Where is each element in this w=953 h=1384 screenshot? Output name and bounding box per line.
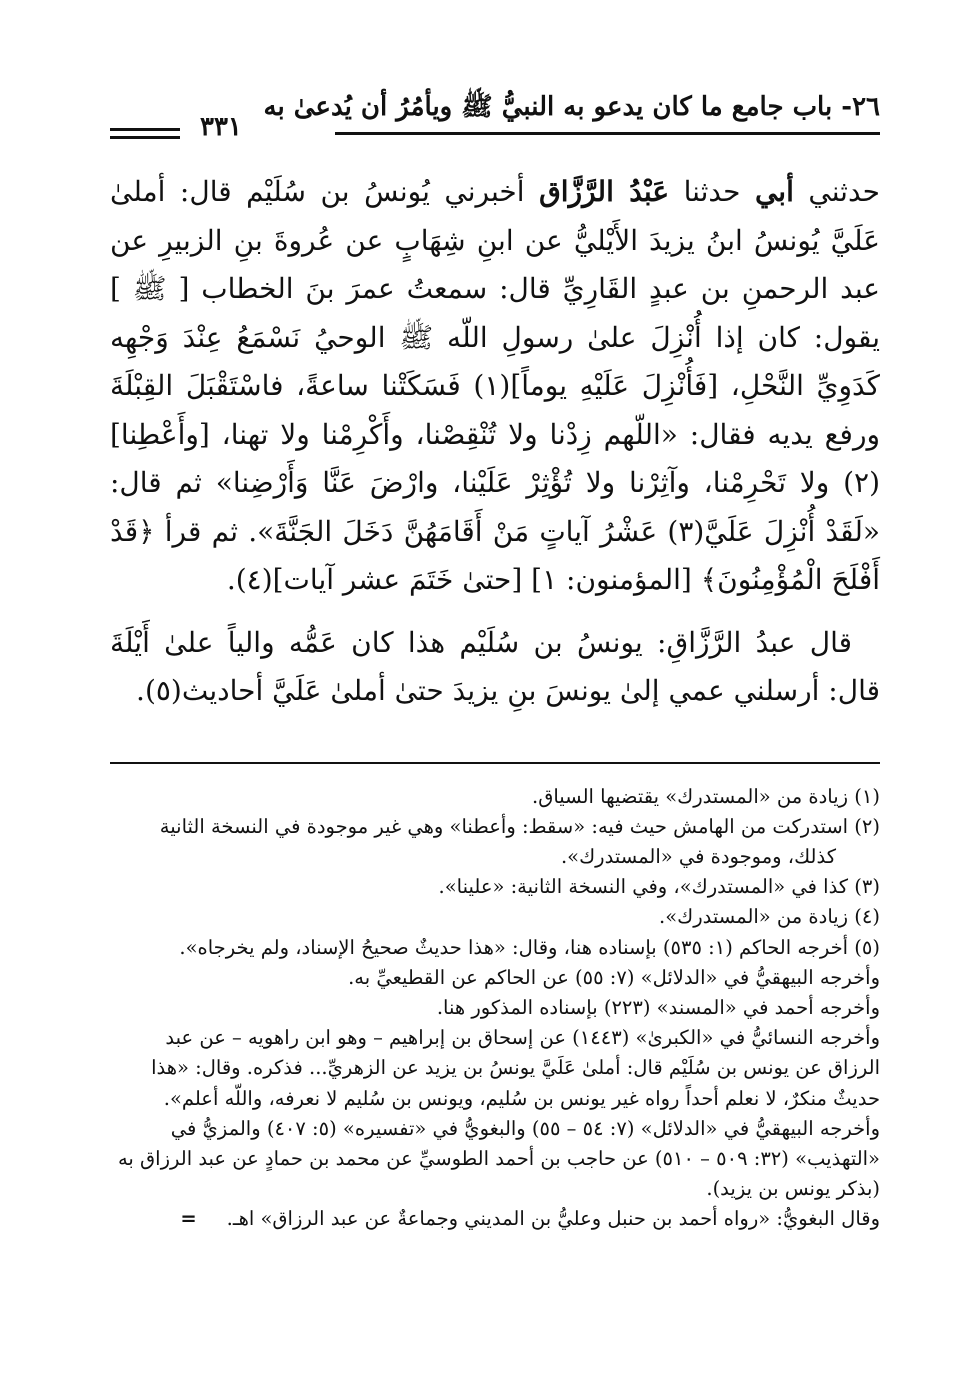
page-number: ٣٣١ [200, 112, 242, 142]
book-page [110, 90, 880, 1235]
footnote-5-ahmad: وأخرجه أحمد في «المسند» (٢٢٣) بإسناده المذكور هنا. [436, 995, 880, 1019]
running-head: ٢٦- باب جامع ما كان يدعو به النبيُّ ﷺ ويأمُرُ أن يُدعىٰ به [263, 92, 880, 122]
footnote-5: (٥) أخرجه الحاكم (١: ٥٣٥) بإسناده هنا، وقال: «هذا حديثٌ صحيحُ الإسناد، ولم يخرجاه». [179, 935, 880, 959]
footnote-separator [110, 762, 880, 764]
footnote-2-continuation: كذلك، وموجودة في «المستدرك». [560, 844, 836, 868]
hadith-text-body: أخبرني يُونسُ بن سُلَيْم قال: أملىٰ عَلَيَّ يُونسُ ابنُ يزيدَ الأَيْليُّ عن ابنِ شِهَابٍ عن عُروةَ بنِ الزبيرِ عن عبد الرحمنِ بن عبدٍ القَارِيِّ قال: سمعتُ عمرَ بنَ الخطاب [ ﷺ ] يقول: كان إذا أُنْزِلَ علىٰ رسولِ اللّه ﷺ الوحيُ نَسْمَعُ عِنْدَ وَجْهِه كَدَوِيِّ النَّحْلِ، [فَأُنْزِلَ عَلَيْهِ يوماً](١) فَسَكَتْنا ساعةً، فاسْتَقْبَلَ القِبْلَةَ ورفع يديه فقال: «اللّهم زِدْنا ولا تُنْقِصْنا، وأَكْرِمْنا ولا تهنا، [وأَعْطِنا](٢) ولا تَحْرِمْنا، وآثِرْنا ولا تُؤْثِرْ عَلَيْنا، وارْضَ عَنَّا وَأَرْضِنا» ثم قال: «لَقَدْ أُنْزِلَ عَلَيَّ(٣) عَشْرُ آياتٍ مَنْ أَقَامَهُنَّ دَخَلَ الجَنَّةَ». ثم قرأ ﴿قَدْ أَفْلَحَ الْمُؤْمِنُونَ﴾ [المؤمنون: ١] [حتىٰ خَتَمَ عشر آيات](٤). [110, 175, 880, 596]
narrator-name-abdurrazzaq: عَبْدُ الرَّزَّاق [539, 175, 670, 208]
hadith-text-link: حدثنا [669, 175, 755, 208]
main-text [110, 168, 880, 716]
footnote-5-bayhaqi-baghawi: وأخرجه البيهقيُّ في «الدلائل» (٧: ٥٤ – ٥٥) والبغويُّ في «تفسيره» (٥: ٤٠٧) والمزيُّ في «التهذيب» (٣٢: ٥٠٩ – ٥١٠) عن حاجب بن أحمد الطوسيِّ عن محمد بن حمادٍ عن عبد الرزاق به (بذكر يونس بن يزيد). [117, 1116, 880, 1201]
page-header [110, 90, 880, 150]
footnote-1: (١) زيادة من «المستدرك» يقتضيها السياق. [532, 784, 880, 808]
continuation-mark: = [180, 1207, 197, 1231]
commentary-paragraph: قال عبدُ الرَّزَّاقِ: يونسُ بن سُلَيْم هذا كان عَمُّه والياً علىٰ أَيْلَةَ قال: أرسلني عمي إلىٰ يونسَ بنِ يزيدَ حتىٰ أملىٰ عَلَيَّ أحاديث(٥). [110, 625, 880, 707]
page-number-rule-bottom [110, 136, 180, 139]
hadith-text-start: حدثني [793, 175, 880, 208]
footnote-2: (٢) استدركت من الهامش حيث فيه: «سقط: وأعطنا» وهي غير موجودة في النسخة الثانية [159, 814, 880, 838]
footnote-3: (٣) كذا في «المستدرك»، وفي النسخة الثانية: «علينا». [438, 875, 880, 899]
header-rule [335, 132, 880, 135]
footnote-5-baghawi-text: وقال البغويُّ: «رواه أحمد بن حنبل وعليُّ بن المديني وجماعةٌ عن عبد الرزاق» اهـ. [226, 1207, 880, 1231]
footnote-5-baghawi-quote [110, 1204, 880, 1234]
footnote-5-nasai: وأخرجه النسائيُّ في «الكبرىٰ» (١٤٤٣) عن إسحاق بن إبراهيم – وهو ابن راهويه – عن عبد الرزاق عن يونس بن سُلَيْم قال: أملىٰ عَلَيَّ يونسُ بن يزيد عن الزهريِّ... فذكره. وقال: «هذا حديثٌ منكرٌ، لا نعلم أحداً رواه غير يونس بن سُليم، ويونس بن سُليم لا نعرفه، واللّه أعلم». [151, 1026, 880, 1110]
narrator-name-father: أبي [754, 175, 794, 208]
footnotes [110, 782, 880, 1235]
footnote-4: (٤) زيادة من «المستدرك». [659, 905, 880, 929]
hadith-paragraph [110, 168, 880, 605]
page-number-rule-top [110, 128, 180, 131]
footnote-5-bayhaqi: وأخرجه البيهقيُّ في «الدلائل» (٧: ٥٥) عن الحاكم عن القطيعيِّ به. [348, 965, 880, 989]
